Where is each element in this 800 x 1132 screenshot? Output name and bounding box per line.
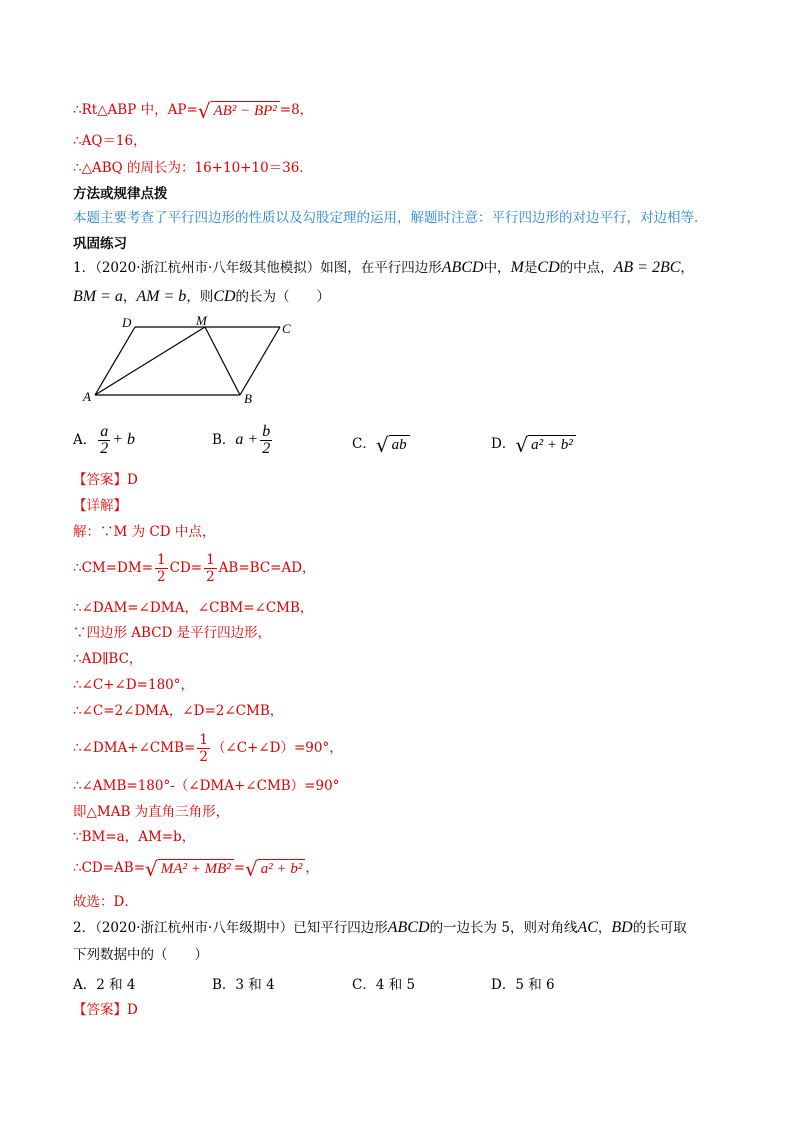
q1-sol-step11: ∵BM=a，AM=b， — [73, 829, 196, 845]
q2-option-d[interactable]: D．5 和 6 — [491, 977, 555, 993]
q1-sol-step9: ∴∠AMB=180°-（∠DMA+∠CMB）=90° — [73, 778, 340, 794]
label-d: D — [122, 315, 132, 330]
method-text: 本题主要考查了平行四边形的性质以及勾股定理的运用，解题时注意：平行四边形的对边平行，对边相等． — [73, 210, 708, 226]
q1-stem-line2: BM = a，AM = b，则CD的长为（ ） — [73, 288, 331, 305]
practice-title: 巩固练习 — [73, 236, 127, 252]
q1-option-a[interactable]: A． $\frac{a}{2}$ + b — [73, 423, 136, 457]
solution-line-perimeter: ∴△ABQ 的周长为：16+10+10＝36． — [73, 160, 313, 176]
q1-answer: 【答案】D — [73, 472, 138, 488]
label-m: M — [196, 315, 207, 328]
q1-sol-step5: ∴AD∥BC， — [73, 651, 143, 667]
ap-text: ∴Rt△ABP 中，AP= — [73, 102, 198, 118]
q2-stem-line1: 2．（2020·浙江杭州市·八年级期中）已知平行四边形ABCD的一边长为 5，则对角线AC，BD的长可取 — [73, 919, 687, 936]
solution-line-aq: ∴AQ＝16， — [73, 133, 147, 149]
q2-answer: 【答案】D — [73, 1002, 138, 1018]
label-a: A — [83, 389, 91, 404]
solution-line-ap: ∴Rt△ABP 中，AP=√ AB² − BP² =8， — [73, 98, 314, 123]
q1-sol-step8: ∴∠DMA+∠CMB= $\frac{1}{2}$ （∠C+∠D）=90°， — [73, 732, 343, 765]
sqrt-ab-bp: √ AB² − BP² — [198, 100, 280, 121]
q1-sol-step7: ∴∠C=2∠DMA，∠D=2∠CMB， — [73, 703, 284, 719]
q1-sol-step6: ∴∠C+∠D=180°， — [73, 677, 195, 693]
q1-sol-step13: 故选：D． — [73, 894, 138, 910]
q1-stem-line1: 1．（2020·浙江杭州市·八年级其他模拟）如图，在平行四边形ABCD中，M是CD的中点，AB = 2BC， — [73, 259, 694, 276]
q1-option-c[interactable]: C．√ ab — [352, 432, 410, 455]
q1-sol-step4: ∵四边形 ABCD 是平行四边形， — [73, 625, 272, 641]
q2-stem-line2: 下列数据中的（ ） — [73, 947, 208, 963]
method-title: 方法或规律点拨 — [73, 186, 168, 202]
q1-sol-step12: ∴CD=AB=√ MA² + MB² =√ a² + b² ， — [73, 856, 319, 881]
q1-sol-step1: 解：∵M 为 CD 中点， — [73, 524, 216, 540]
q2-option-a[interactable]: A．2 和 4 — [73, 977, 136, 993]
segment-bm — [205, 327, 240, 395]
q2-option-c[interactable]: C．4 和 5 — [352, 977, 416, 993]
q1-detail-heading: 【详解】 — [73, 498, 127, 514]
segment-am — [95, 327, 205, 395]
q1-sol-step3: ∴∠DAM=∠DMA，∠CBM=∠CMB， — [73, 600, 314, 616]
label-c: C — [282, 321, 291, 336]
label-b: B — [244, 391, 252, 406]
q1-sol-step2: ∴CM=DM= $\frac{1}{2}$ CD= $\frac{1}{2}$ AB=BC=AD， — [73, 552, 316, 585]
q2-option-b[interactable]: B．3 和 4 — [212, 977, 275, 993]
edge-ad — [95, 327, 135, 395]
q1-option-b[interactable]: B．a + $\frac{b}{2}$ — [212, 423, 271, 457]
q1-option-d[interactable]: D．√ a² + b² — [491, 432, 576, 455]
parallelogram-figure — [80, 315, 300, 410]
edge-bc — [240, 327, 280, 395]
q1-sol-step10: 即△MAB 为直角三角形， — [73, 804, 230, 820]
